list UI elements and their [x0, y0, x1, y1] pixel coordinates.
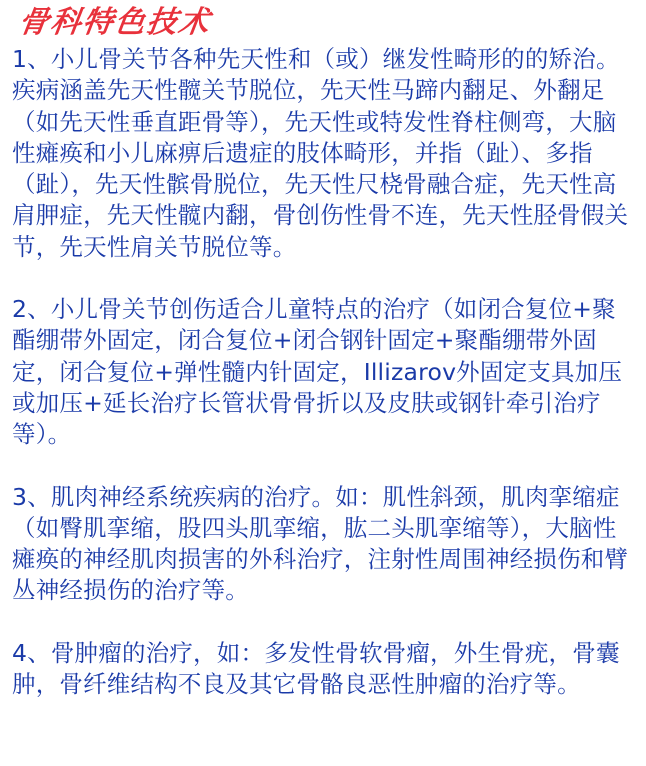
section-neuromuscular-treatment: 3、肌肉神经系统疾病的治疗。如：肌性斜颈，肌肉挛缩症（如臀肌挛缩，股四头肌挛缩，肱二头肌挛缩等），大脑性瘫痪的神经肌肉损害的外科治疗，注射性周围神经损伤和臂丛神经损伤的治疗等。	[12, 482, 629, 605]
section-spacer	[12, 607, 632, 638]
page-title: 骨科特色技术	[16, 5, 214, 40]
section-trauma-treatment: 2、小儿骨关节创伤适合儿童特点的治疗（如闭合复位+聚酯绷带外固定，闭合复位+闭合钢针固定+聚酯绷带外固定，闭合复位+弹性髓内针固定，Illizarov外固定支具加压或加压+延长治疗长管状骨骨折以及皮肤或钢针牵引治疗等）。	[12, 295, 623, 449]
section-congenital-deformities: 1、小儿骨关节各种先天性和（或）继发性畸形的的矫治。疾病涵盖先天性髋关节脱位，先天性马蹄内翻足、外翻足（如先天性垂直距骨等），先天性或特发性脊柱侧弯，大脑性瘫痪和小儿麻痹后遗症的肢体畸形，并指（趾）、多指（趾），先天性髌骨脱位，先天性尺桡骨融合症，先天性高肩胛症，先天性髋内翻，骨创伤性骨不连，先天性胫骨假关节，先天性肩关节脱位等。	[12, 45, 629, 261]
section-spacer	[12, 451, 632, 482]
section-bone-tumor-treatment: 4、骨肿瘤的治疗，如：多发性骨软骨瘤，外生骨疣，骨囊肿，骨纤维结构不良及其它骨骼良恶性肿瘤的治疗等。	[12, 638, 620, 699]
section-spacer	[12, 263, 632, 294]
